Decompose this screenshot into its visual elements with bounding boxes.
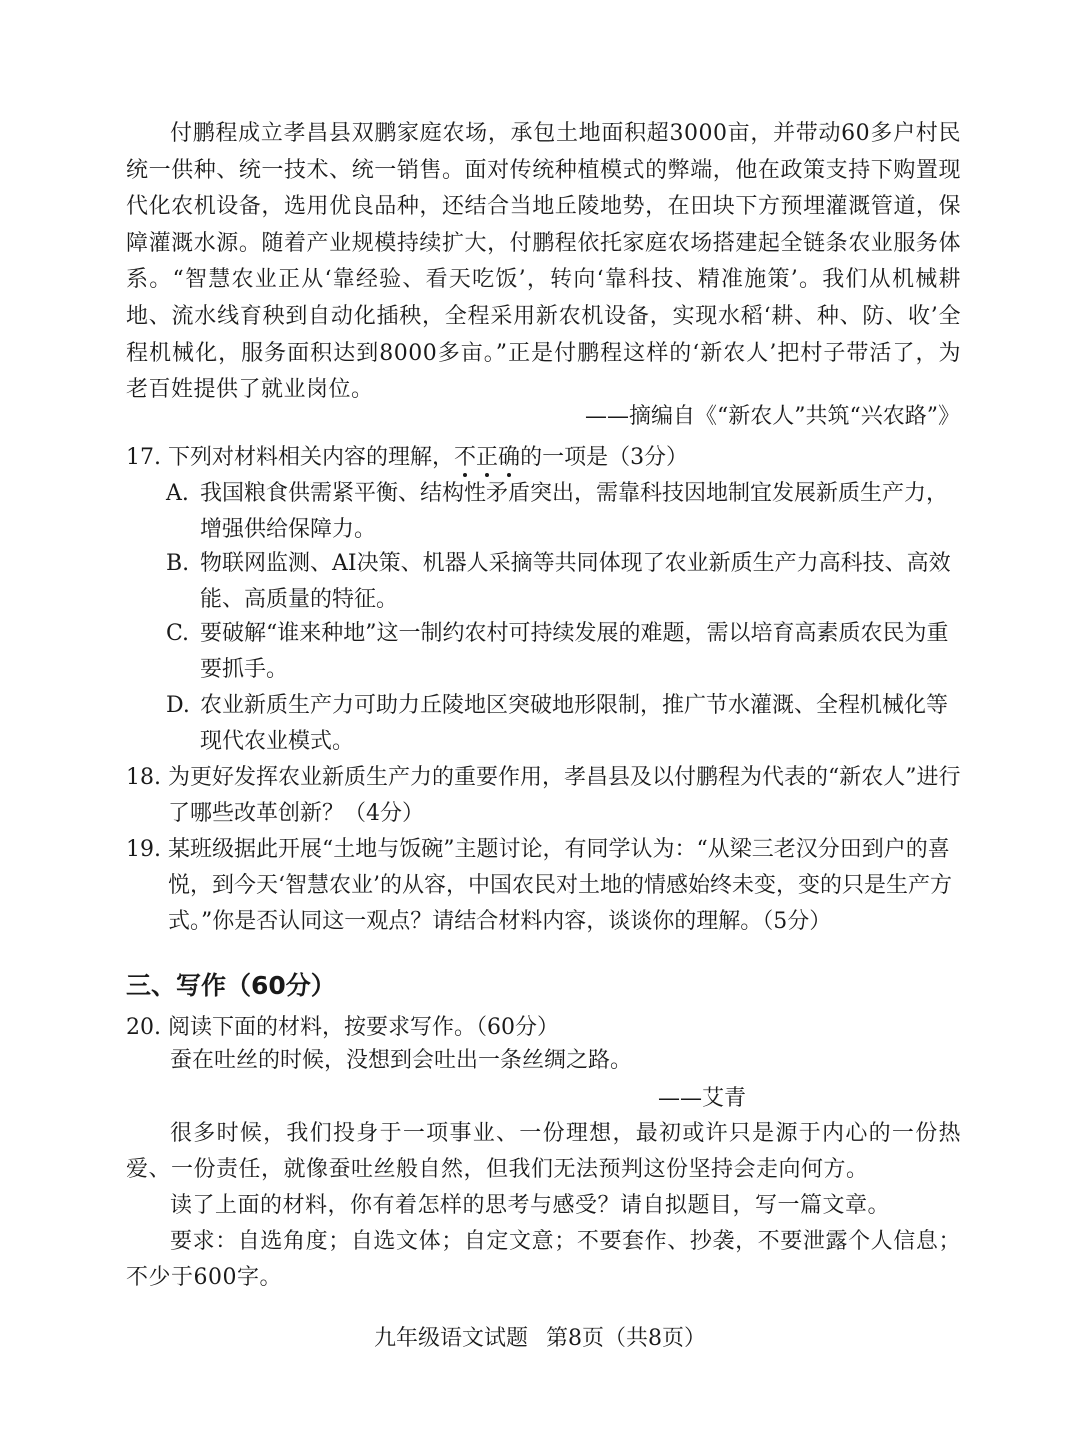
question-number: 18.: [126, 765, 161, 790]
option-label: B.: [166, 551, 190, 576]
requirements-paragraph: 要求：自选角度；自选文体；自定文意；不要套作、抄袭，不要泄露个人信息；不少于600字。: [126, 1229, 961, 1290]
question-20: [126, 1010, 966, 1046]
option-text: 物联网监测、AI决策、机器人采摘等共同体现了农业新质生产力高科技、高效能、高质量的特征。: [200, 551, 951, 612]
option-d: [166, 688, 966, 760]
question-number: 20.: [126, 1015, 161, 1040]
option-text: 我国粮食供需紧平衡、结构性矛盾突出，需靠科技因地制宜发展新质生产力，增强供给保障力。: [200, 481, 949, 542]
writing-material-quote: 蚕在吐丝的时候，没想到会吐出一条丝绸之路。: [170, 1048, 633, 1073]
prompt-paragraph: 读了上面的材料，你有着怎样的思考与感受？请自拟题目，写一篇文章。: [170, 1193, 891, 1218]
option-b: [166, 546, 966, 618]
question-stem: 为更好发挥农业新质生产力的重要作用，孝昌县及以付鹏程为代表的“新农人”进行了哪些改革创新？（4分）: [168, 765, 961, 826]
option-c: [166, 616, 966, 688]
option-label: C.: [166, 621, 190, 646]
passage-paragraph: 付鹏程成立孝昌县双鹏家庭农场，承包土地面积超3000亩，并带动60多户村民统一供种、统一技术、统一销售。面对传统种植模式的弊端，他在政策支持下购置现代化农机设备，选用优良品种，还结合当地丘陵地势，在田块下方预埋灌溉管道，保障灌溉水源。随着产业规模持续扩大，付鹏程依托家庭农场搭建起全链条农业服务体系。“智慧农业正从‘靠经验、看天吃饭’，转向‘靠科技、精准施策’。我们从机械耕地、流水线育秧到自动化插秧，全程采用新农机设备，实现水稻‘耕、种、防、收’全程机械化，服务面积达到8000多亩。”正是付鹏程这样的‘新农人’把村子带活了，为老百姓提供了就业岗位。: [126, 121, 961, 403]
footer-title: 九年级语文试题: [373, 1326, 528, 1351]
option-text: 农业新质生产力可助力丘陵地区突破地形限制，推广节水灌溉、全程机械化等现代农业模式。: [200, 693, 949, 754]
question-stem: [168, 440, 966, 476]
option-text: 要破解“谁来种地”这一制约农村可持续发展的难题，需以培育高素质农民为重要抓手。: [200, 621, 949, 682]
question-18: [126, 760, 966, 832]
section-heading-writing: 三、写作（60分）: [126, 971, 336, 1000]
emphasis-char: 正: [476, 445, 499, 470]
option-label: D.: [166, 693, 190, 718]
stem-text: 的一项是（3分）: [520, 445, 689, 470]
stem-text: 下列对材料相关内容的理解，: [168, 445, 455, 470]
prompt-paragraph: 很多时候，我们投身于一项事业、一份理想，最初或许只是源于内心的一份热爱、一份责任，就像蚕吐丝般自然，但我们无法预判这份坚持会走向何方。: [126, 1121, 961, 1182]
question-number: 19.: [126, 837, 161, 862]
question-17: [126, 440, 966, 476]
page-footer: [0, 1322, 1080, 1356]
writing-prompt: [126, 1116, 961, 1296]
question-stem: 某班级据此开展“土地与饭碗”主题讨论，有同学认为：“从梁三老汉分田到户的喜悦，到今天‘智慧农业’的从容，中国农民对土地的情感始终未变，变的只是生产方式。”你是否认同这一观点？请结合材料内容，谈谈你的理解。（5分）: [168, 837, 952, 934]
emphasis-char: 不: [454, 445, 477, 470]
question-stem: 阅读下面的材料，按要求写作。（60分）: [168, 1015, 559, 1040]
option-a: [166, 476, 966, 548]
option-label: A.: [166, 481, 189, 506]
quote-author: ——艾青: [657, 1086, 746, 1111]
reading-passage: [126, 116, 961, 409]
emphasis-char: 确: [498, 445, 521, 470]
footer-page-number: 第8页（共8页）: [546, 1326, 706, 1351]
question-number: 17.: [126, 445, 161, 470]
question-19: [126, 832, 966, 940]
passage-source: ——摘编自《“新农人”共筑“兴农路”》: [585, 404, 960, 429]
